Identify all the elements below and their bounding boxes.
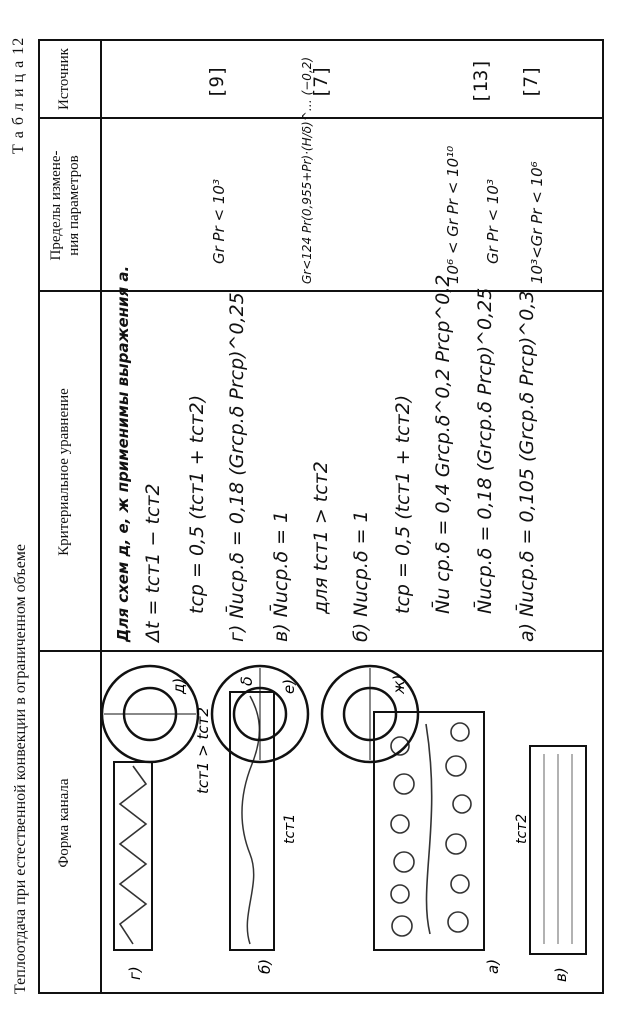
eq-g1: г) N̄uср.δ = 0,18 (Grср.δ Prср)^0,25 xyxy=(226,292,248,642)
eq-b2: для tст1 > tст2 xyxy=(310,461,332,614)
wall-relation-label: tст1 > tст2 xyxy=(194,707,212,794)
limit-a1: 10³<Gr Pr < 10⁶ xyxy=(528,161,546,284)
limit-a3: 10⁶ < Gr Pr < 10¹⁰ xyxy=(444,145,462,284)
eq-a3: N̄u ср.δ = 0,4 Grср.δ^0,2 Prср^0,2 xyxy=(432,274,454,614)
wall-1-label: tст1 xyxy=(282,813,298,844)
fig-label-zh: ж) xyxy=(390,674,408,694)
col-header-limits-1: Пределы измене- xyxy=(48,150,64,261)
column-divider xyxy=(38,117,604,119)
channel-figures xyxy=(100,652,604,994)
limit-a2: Gr Pr < 10³ xyxy=(484,179,502,264)
fig-label-e: е) xyxy=(280,678,298,694)
fig-label-d: д) xyxy=(170,677,188,694)
source-v: [7] xyxy=(310,64,332,99)
fig-label-v: в) xyxy=(552,967,570,982)
eq-a2: N̄uср.δ = 0,18 (Grср.δ Prср)^0,25 xyxy=(474,287,496,614)
limit-g: Gr Pr < 10³ xyxy=(210,179,228,264)
delta-label: δ xyxy=(237,676,256,686)
fig-label-b: б) xyxy=(256,958,274,974)
eq-a4: tср = 0,5 (tст1 + tст2) xyxy=(392,394,414,614)
col-header-equation: Критериальное уравнение xyxy=(56,388,72,556)
channel-b-figure xyxy=(230,692,274,950)
eq-v1: в) N̄uср.δ = 1 xyxy=(270,510,292,642)
col-header-limits-2: ния параметров xyxy=(66,155,82,256)
eq-g2: tср = 0,5 (tст1 + tст2) xyxy=(186,394,208,614)
table-title: Теплоотдача при естественной конвекции в ограниченном объеме xyxy=(12,543,29,994)
table-number: Т а б л и ц а 12 xyxy=(10,36,27,154)
col-header-source: Источник xyxy=(56,48,72,110)
limit-v: Gr<124 Pr(0,955+Pr)·(H/δ)^… (−0,2) xyxy=(300,56,314,284)
col-header-shape: Форма канала xyxy=(56,778,72,868)
equation-note: Для схем д, е, ж применимы выражения а. xyxy=(114,265,132,642)
source-a: [7] xyxy=(520,64,542,99)
fig-label-a: а) xyxy=(484,958,502,974)
wall-2-label: tст2 xyxy=(514,813,530,844)
vortex-cells xyxy=(391,723,471,936)
source-g: [9] xyxy=(206,64,228,99)
channel-g-figure xyxy=(114,762,152,950)
fig-label-g: г) xyxy=(126,966,144,980)
eq-delta-t: Δt = tст1 − tст2 xyxy=(142,483,164,642)
eq-a1: а) N̄uср.δ = 0,105 (Grср.δ Prср)^0,3 xyxy=(516,290,538,642)
source-a2: [13] xyxy=(470,58,492,104)
eq-b1: б) Nuср.δ = 1 xyxy=(350,510,372,642)
